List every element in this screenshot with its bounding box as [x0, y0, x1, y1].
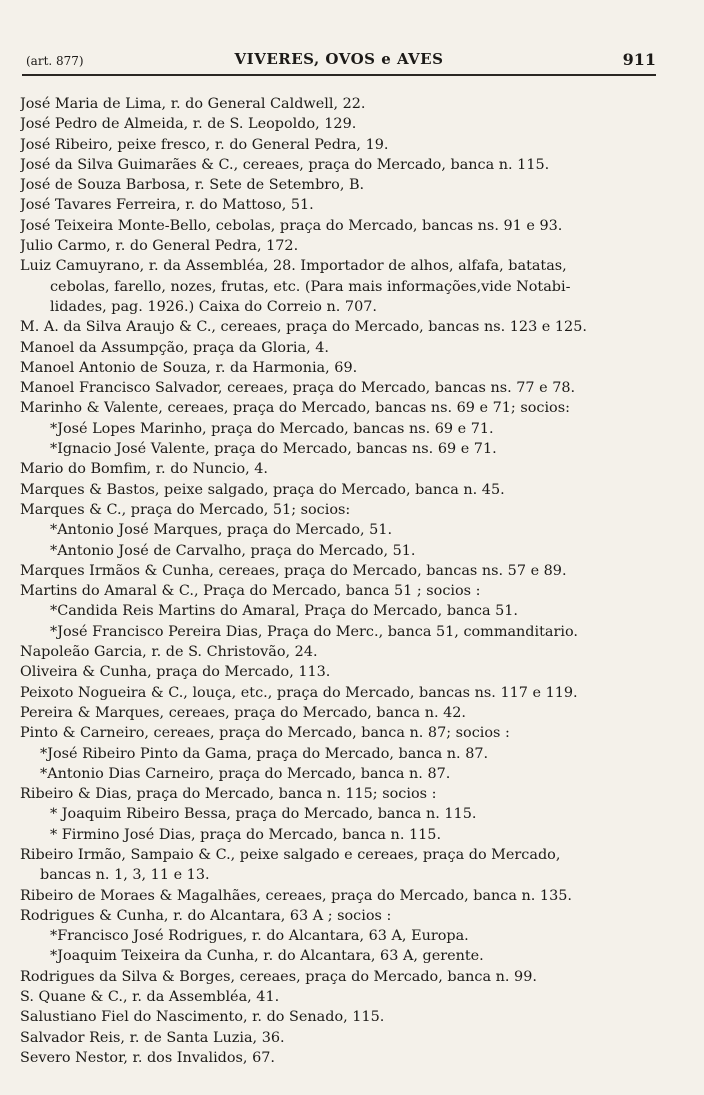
directory-entry: Marques & C., praça do Mercado, 51; socios: [20, 501, 351, 518]
directory-entry: Severo Nestor, r. dos Invalidos, 67. [20, 1049, 275, 1066]
entry-continuation-line: *José Lopes Marinho, praça do Mercado, bancas ns. 69 e 71. [50, 420, 494, 437]
directory-entry: José Ribeiro, peixe fresco, r. do General Pedra, 19. [20, 136, 389, 153]
directory-entry: M. A. da Silva Araujo & C., cereaes, praça do Mercado, bancas ns. 123 e 125. [20, 319, 587, 336]
directory-entry: Luiz Camuyrano, r. da Assembléa, 28. Importador de alhos, alfafa, batatas, [20, 258, 567, 275]
directory-entry: Rodrigues & Cunha, r. do Alcantara, 63 A ; socios : [20, 907, 392, 924]
directory-entry: José Teixeira Monte-Bello, cebolas, praça do Mercado, bancas ns. 91 e 93. [20, 217, 563, 234]
directory-entry: Salvador Reis, r. de Santa Luzia, 36. [20, 1029, 285, 1046]
directory-entry: Marques & Bastos, peixe salgado, praça do Mercado, banca n. 45. [20, 481, 505, 498]
directory-entry: José Tavares Ferreira, r. do Mattoso, 51. [20, 197, 314, 214]
page-title: VIVERES, OVOS e AVES [234, 50, 444, 68]
directory-entry: José de Souza Barbosa, r. Sete de Setembro, B. [20, 177, 365, 194]
page-number: 911 [622, 50, 656, 69]
directory-entry: S. Quane & C., r. da Assembléa, 41. [20, 989, 280, 1006]
directory-entry: Ribeiro de Moraes & Magalhães, cereaes, praça do Mercado, banca n. 135. [20, 887, 572, 904]
entry-continuation-line: *Candida Reis Martins do Amaral, Praça do Mercado, banca 51. [50, 603, 518, 620]
directory-entry: Pinto & Carneiro, cereaes, praça do Mercado, banca n. 87; socios : [20, 725, 510, 742]
directory-entry: Marques Irmãos & Cunha, cereaes, praça do Mercado, bancas ns. 57 e 89. [20, 562, 567, 579]
directory-entry: José da Silva Guimarães & C., cereaes, praça do Mercado, banca n. 115. [20, 156, 550, 173]
article-reference: (art. 877) [26, 54, 84, 68]
directory-entry: Manoel Antonio de Souza, r. da Harmonia, 69. [20, 359, 358, 376]
entry-continuation-line: *Francisco José Rodrigues, r. do Alcantara, 63 A, Europa. [50, 928, 469, 945]
directory-entry: Ribeiro & Dias, praça do Mercado, banca n. 115; socios : [20, 786, 437, 803]
entry-continuation-line: *José Francisco Pereira Dias, Praça do Merc., banca 51, commanditario. [50, 623, 578, 640]
directory-entry: Manoel da Assumpção, praça da Gloria, 4. [20, 339, 329, 356]
directory-entry: José Pedro de Almeida, r. de S. Leopoldo, 129. [20, 116, 357, 133]
directory-entry: Pereira & Marques, cereaes, praça do Mercado, banca n. 42. [20, 704, 466, 721]
directory-entry: Mario do Bomfim, r. do Nuncio, 4. [20, 461, 268, 478]
page-header [22, 46, 656, 76]
directory-listing [20, 94, 660, 1068]
directory-entry: Peixoto Nogueira & C., louça, etc., praça do Mercado, bancas ns. 117 e 119. [20, 684, 578, 701]
entry-continuation-line: *José Ribeiro Pinto da Gama, praça do Mercado, banca n. 87. [40, 745, 489, 762]
entry-continuation-line: *Antonio Dias Carneiro, praça do Mercado, banca n. 87. [40, 765, 451, 782]
directory-entry: Rodrigues da Silva & Borges, cereaes, praça do Mercado, banca n. 99. [20, 968, 537, 985]
entry-continuation-line: lidades, pag. 1926.) Caixa do Correio n. 707. [50, 298, 377, 315]
directory-entry: Salustiano Fiel do Nascimento, r. do Senado, 115. [20, 1009, 385, 1026]
entry-continuation-line: *Antonio José Marques, praça do Mercado, 51. [50, 522, 393, 539]
entry-continuation-line: *Antonio José de Carvalho, praça do Mercado, 51. [50, 542, 416, 559]
directory-entry: Martins do Amaral & C., Praça do Mercado, banca 51 ; socios : [20, 583, 481, 600]
entry-continuation-line: *Joaquim Teixeira da Cunha, r. do Alcantara, 63 A, gerente. [50, 948, 484, 965]
directory-entry: Ribeiro Irmão, Sampaio & C., peixe salgado e cereaes, praça do Mercado, [20, 846, 561, 863]
entry-continuation-line: * Joaquim Ribeiro Bessa, praça do Mercado, banca n. 115. [50, 806, 477, 823]
entry-continuation-line: cebolas, farello, nozes, frutas, etc. (Para mais informações,vide Notabi- [50, 278, 571, 295]
directory-entry: Napoleão Garcia, r. de S. Christovão, 24. [20, 644, 318, 661]
entry-continuation-line: *Ignacio José Valente, praça do Mercado, bancas ns. 69 e 71. [50, 441, 497, 458]
directory-entry: Marinho & Valente, cereaes, praça do Mercado, bancas ns. 69 e 71; socios: [20, 400, 570, 417]
entry-continuation-line: bancas n. 1, 3, 11 e 13. [40, 867, 210, 884]
directory-entry: Oliveira & Cunha, praça do Mercado, 113. [20, 664, 331, 681]
entry-continuation-line: * Firmino José Dias, praça do Mercado, banca n. 115. [50, 826, 442, 843]
directory-entry: Manoel Francisco Salvador, cereaes, praça do Mercado, bancas ns. 77 e 78. [20, 380, 576, 397]
directory-entry: José Maria de Lima, r. do General Caldwell, 22. [20, 96, 366, 112]
directory-entry: Julio Carmo, r. do General Pedra, 172. [20, 238, 299, 255]
